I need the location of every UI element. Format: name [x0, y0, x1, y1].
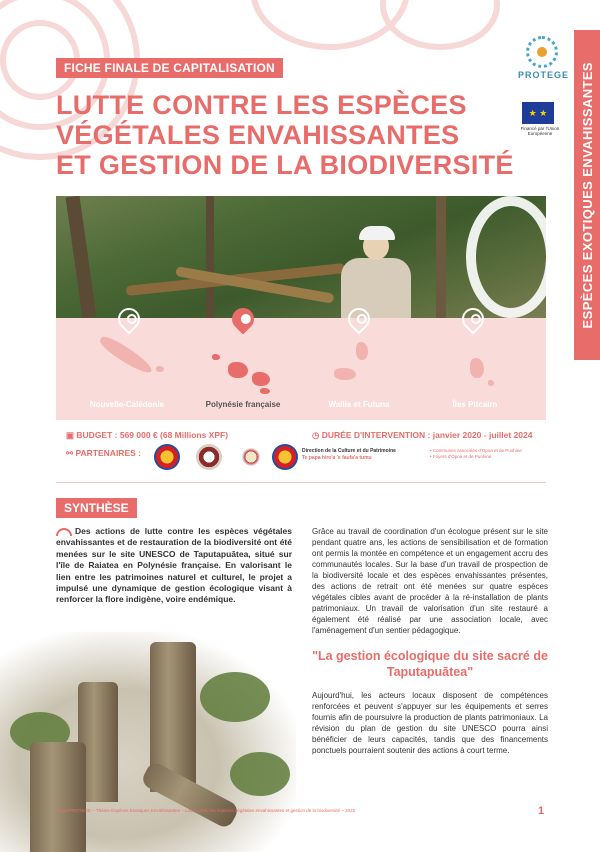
territory-map	[56, 318, 546, 420]
partners-label: PARTENAIRES :	[75, 448, 141, 458]
duration-text: DURÉE D'INTERVENTION : janvier 2020 - juillet 2024	[321, 430, 533, 440]
photo-stump	[30, 742, 86, 852]
page-title	[56, 90, 526, 180]
island-new-caledonia	[97, 333, 155, 377]
partner-dc-tahitian: Te papa hiro'a 'e faufa'a tumu	[302, 454, 372, 461]
budget-icon: ▣	[66, 430, 77, 440]
island-polynesia	[260, 388, 270, 394]
swirl-icon	[56, 528, 72, 536]
island-new-caledonia	[156, 366, 164, 372]
partner-list	[430, 448, 550, 461]
page-number: 1	[538, 805, 545, 817]
synthese-body: Grâce au travail de coordination d'un écologue présent sur le site pendant quatre ans, les actions de sensibilisation et de formation ont permis la montée en compétence et un engagement accru des communautés locales. Sur la base d'un travail de prospection de la biodiversité locale et des espèces envahissantes présentes, des actions de retrait ont été menées sur quatre espèces végétales cibles avant de procéder à la ré-installation de plants patrimoniaux. Un travail de valorisation d'un site restauré a également été réalisé par une association locale, avec l'aménagement d'un sentier pédagogique.	[312, 527, 548, 635]
partner-logo-seal	[196, 444, 222, 470]
hero-photo	[56, 196, 546, 318]
territory-label: Nouvelle-Calédonie	[89, 400, 165, 409]
island-polynesia	[252, 372, 270, 386]
photo-trunk	[206, 196, 214, 318]
photo-foliage	[200, 672, 270, 722]
title-line: VÉGÉTALES ENVAHISSANTES	[56, 120, 460, 150]
island-pitcairn	[488, 380, 494, 386]
side-tab	[574, 30, 600, 360]
partner-list-item: • Communes associées d'Opoa et de Puohine	[430, 448, 522, 453]
island-polynesia	[212, 354, 220, 360]
pull-quote: "La gestion écologique du site sacré de Taputapuātea"	[312, 649, 548, 679]
partner-logo-commune	[238, 444, 264, 470]
map-pin-icon	[462, 308, 484, 336]
side-tab-label: ESPÈCES EXOTIQUES ENVAHISSANTES	[579, 61, 595, 329]
partner-list-item: • Foyers d'Opoa et de Puohine	[430, 454, 492, 460]
synthese-intro	[56, 526, 292, 606]
map-pin-icon	[232, 308, 254, 336]
protege-logo-text: PROTEGE	[518, 70, 570, 80]
gear-pattern	[466, 196, 546, 318]
protege-logo-icon	[526, 36, 558, 68]
divider	[56, 482, 546, 483]
photo-trunk	[66, 196, 97, 318]
title-line: ET GESTION DE LA BIODIVERSITÉ	[56, 150, 514, 180]
island-polynesia	[228, 362, 248, 378]
person-cap	[359, 226, 395, 240]
partner-logo-polynesia	[154, 444, 180, 470]
territory-label: Îles Pitcairn	[452, 400, 498, 409]
partners-row	[66, 448, 546, 476]
eu-flag-icon: ★ ★	[522, 102, 554, 124]
map-pin-icon	[118, 308, 140, 336]
section-heading: SYNTHÈSE	[56, 498, 137, 518]
photo-person	[341, 232, 411, 318]
background-pattern	[380, 0, 500, 50]
partner-dc-name: Direction de la Culture et du Patrimoine	[302, 448, 396, 454]
document-tag: FICHE FINALE DE CAPITALISATION	[56, 58, 283, 78]
territory-label-active: Polynésie française	[205, 400, 281, 409]
partner-logo-culture	[272, 444, 298, 470]
footer-credit: Projet PROTEGE – Thème Espèces Exotiques Envahissantes – Lutte contre les espèces végétales envahissantes et gestion de la biodiversité – 2025	[56, 808, 356, 813]
protege-logo	[518, 36, 570, 80]
island-pitcairn	[470, 358, 484, 378]
photo-foliage	[230, 752, 290, 796]
stumps-photo	[0, 632, 296, 852]
map-pin-icon	[348, 308, 370, 336]
eu-caption: Financé par l'Union Européenne	[520, 126, 560, 137]
territory-label: Wallis et Futuna	[328, 400, 390, 409]
photo-trunk	[436, 196, 446, 318]
clock-icon: ◷	[312, 430, 322, 440]
handshake-icon: ⚯	[66, 448, 76, 458]
project-info	[66, 430, 536, 444]
budget-text: BUDGET : 569 000 € (68 Millions XPF)	[76, 430, 229, 440]
synthese-conclusion: Aujourd'hui, les acteurs locaux disposent de compétences renforcées et peuvent s'appuyer sur les équipements et serres fournis afin de poursuivre la production de plants patrimoniaux. La révision du plan de gestion du site UNESCO pourra ainsi bénéficier de leurs capacités, tandis que des financements ponctuels pourraient soutenir des actions à court terme.	[312, 691, 548, 755]
island-futuna	[334, 368, 356, 380]
island-wallis	[356, 342, 368, 360]
synthese-intro-text: Des actions de lutte contre les espèces végétales envahissantes et de restauration de la biodiversité ont été menées sur le site UNESCO de Taputapuātea, situé sur l'île de Raiatea en Polynésie française. En valorisant le lien entre les patrimoines naturel et culturel, le projet a impulsé une dynamique de gestion écologique visant à renforcer la flore indigène, voire endémique.	[56, 526, 292, 605]
title-line: LUTTE CONTRE LES ESPÈCES	[56, 90, 467, 120]
